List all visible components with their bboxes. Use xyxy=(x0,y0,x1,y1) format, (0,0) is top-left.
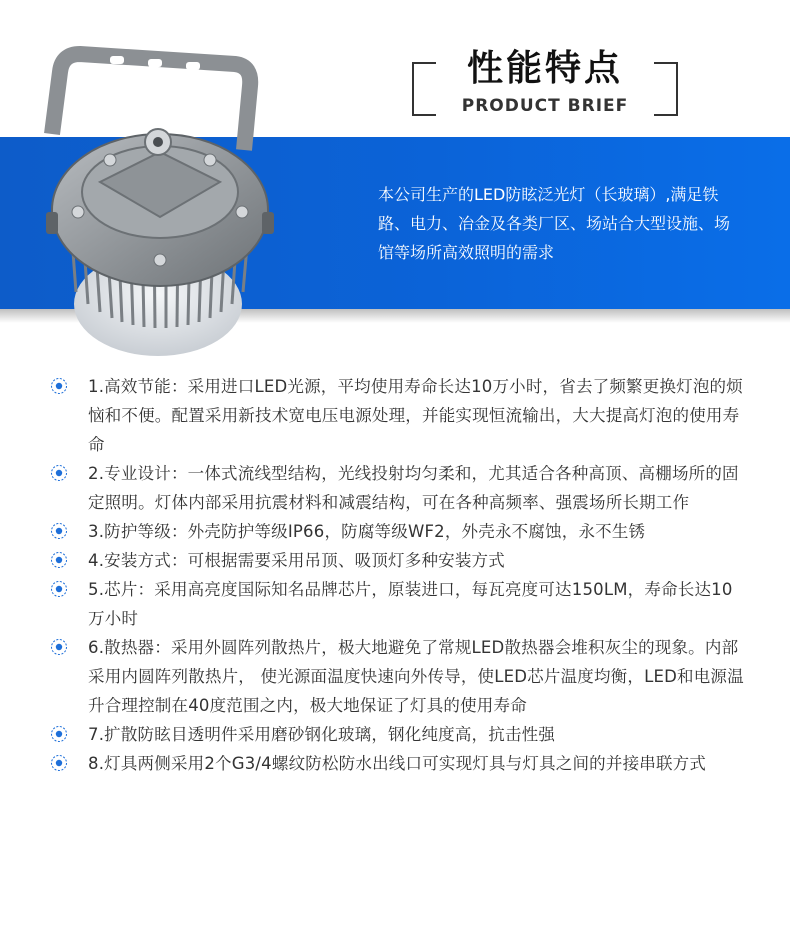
bullet-icon xyxy=(50,464,68,482)
feature-text: 3.防护等级：外壳防护等级IP66，防腐等级WF2，外壳永不腐蚀，永不生锈 xyxy=(88,522,646,541)
list-item xyxy=(48,372,748,459)
intro-text: 本公司生产的LED防眩泛光灯（长玻璃）,满足铁路、电力、冶金及各类厂区、场站合大型设施、场馆等场所高效照明的需求 xyxy=(378,185,731,262)
list-item xyxy=(48,546,748,575)
bullet-icon xyxy=(50,725,68,743)
section-header xyxy=(412,38,678,118)
led-lamp-image xyxy=(30,42,290,362)
list-item xyxy=(48,633,748,720)
list-item xyxy=(48,749,748,778)
page-subtitle: PRODUCT BRIEF xyxy=(461,96,629,116)
feature-text: 7.扩散防眩目透明件采用磨砂钢化玻璃，钢化纯度高，抗击性强 xyxy=(88,725,556,744)
list-item xyxy=(48,575,748,633)
list-item xyxy=(48,459,748,517)
bullet-icon xyxy=(50,522,68,540)
bullet-icon xyxy=(50,551,68,569)
feature-text: 5.芯片：采用高亮度国际知名品牌芯片，原装进口，每瓦亮度可达150LM，寿命长达10万小时 xyxy=(88,580,733,628)
bullet-icon xyxy=(50,580,68,598)
feature-text: 8.灯具两侧采用2个G3/4螺纹防松防水出线口可实现灯具与灯具之间的并接串联方式 xyxy=(88,754,707,773)
feature-text: 1.高效节能：采用进口LED光源，平均使用寿命长达10万小时，省去了频繁更换灯泡的烦恼和不便。配置采用新技术宽电压电源处理，并能实现恒流输出，大大提高灯泡的使用寿命 xyxy=(88,377,743,454)
bullet-icon xyxy=(50,638,68,656)
bullet-icon xyxy=(50,754,68,772)
feature-text: 4.安装方式：可根据需要采用吊顶、吸顶灯多种安装方式 xyxy=(88,551,505,570)
feature-text: 6.散热器：采用外圆阵列散热片，极大地避免了常规LED散热器会堆积灰尘的现象。内部采用内圆阵列散热片， 使光源面温度快速向外传导，使LED芯片温度均衡，LED和电源温升合理控制在40度范围之内，极大地保证了灯具的使用寿命 xyxy=(88,638,744,715)
feature-text: 2.专业设计：一体式流线型结构，光线投射均匀柔和，尤其适合各种高顶、高棚场所的固定照明。灯体内部采用抗震材料和减震结构，可在各种高频率、强震场所长期工作 xyxy=(88,464,739,512)
bullet-icon xyxy=(50,377,68,395)
page-title: 性能特点 xyxy=(466,48,623,89)
list-item xyxy=(48,517,748,546)
feature-list xyxy=(48,372,748,778)
list-item xyxy=(48,720,748,749)
